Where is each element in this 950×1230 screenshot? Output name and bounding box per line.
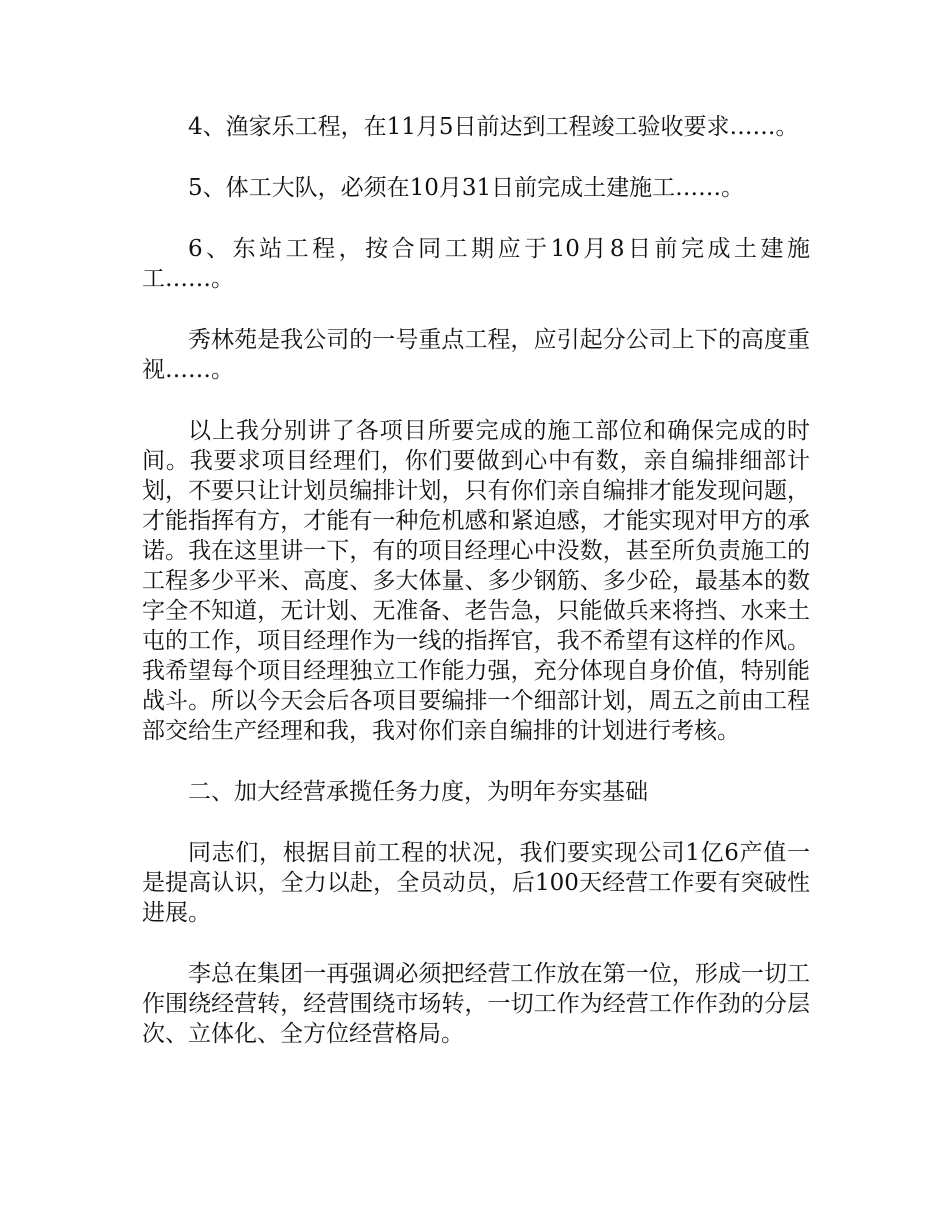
paragraph-output-target: 同志们，根据目前工程的状况，我们要实现公司1亿6产值一是提高认识，全力以赴，全员动员，后100天经营工作要有突破性进展。 xyxy=(142,840,810,926)
paragraph-item-6: 6、东站工程，按合同工期应于10月8日前完成土建施工……。 xyxy=(142,236,810,292)
paragraph-project-manager-requirements: 以上我分别讲了各项目所要完成的施工部位和确保完成的时间。我要求项目经理们，你们要做到心中有数，亲自编排细部计划，不要只让计划员编排计划，只有你们亲自编排才能发现问题，才能指挥有方，才能有一种危机感和紧迫感，才能实现对甲方的承诺。我在这里讲一下，有的项目经理心中没数，甚至所负责施工的工程多少平米、高度、多大体量、多少钢筋、多少砼，最基本的数字全不知道，无计划、无准备、老告急，只能做兵来将挡、水来土屯的工作，项目经理作为一线的指挥官，我不希望有这样的作风。我希望每个项目经理独立工作能力强，充分体现自身价值，特别能战斗。所以今天会后各项目要编排一个细部计划，周五之前由工程部交给生产经理和我，我对你们亲自编排的计划进行考核。 xyxy=(142,418,810,744)
paragraph-xiulinyuan: 秀林苑是我公司的一号重点工程，应引起分公司上下的高度重视……。 xyxy=(142,327,810,383)
paragraph-operations-priority: 李总在集团一再强调必须把经营工作放在第一位，形成一切工作围绕经营转，经营围绕市场转，一切工作为经营工作作劲的分层次、立体化、全方位经营格局。 xyxy=(142,961,810,1047)
section-heading-two: 二、加大经营承揽任务力度，为明年夯实基础 xyxy=(188,779,648,805)
paragraph-item-4: 4、渔家乐工程，在11月5日前达到工程竣工验收要求……。 xyxy=(188,114,799,140)
paragraph-item-5: 5、体工大队，必须在10月31日前完成土建施工……。 xyxy=(188,175,745,201)
